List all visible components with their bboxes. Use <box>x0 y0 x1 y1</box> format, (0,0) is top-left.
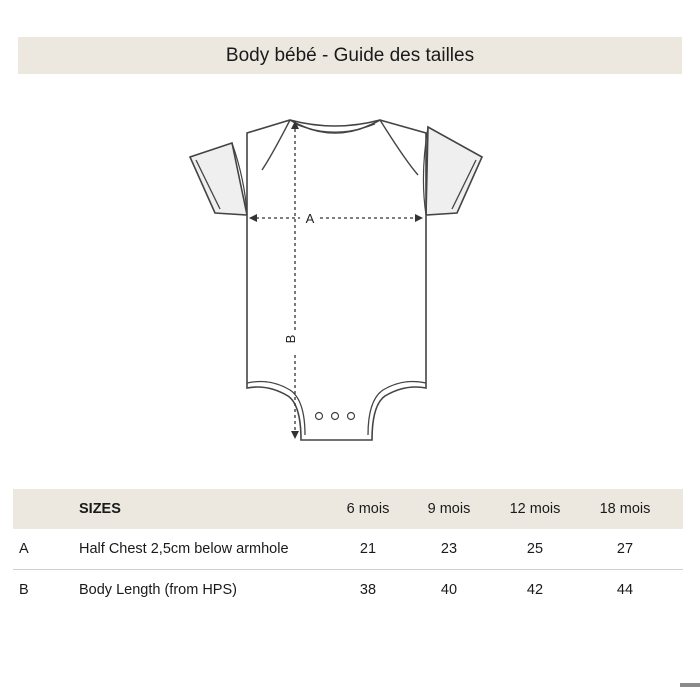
header-size: 18 mois <box>599 501 651 517</box>
size-table <box>13 489 683 610</box>
snap-buttons-icon <box>316 413 355 420</box>
page-title-bar <box>18 37 682 74</box>
table-row <box>13 570 683 610</box>
bodysuit-diagram <box>0 100 700 460</box>
row-value: 27 <box>616 541 634 557</box>
row-value: 38 <box>359 582 377 598</box>
bodysuit-body <box>247 120 426 440</box>
header-size: 6 mois <box>346 501 390 517</box>
left-sleeve <box>190 143 247 215</box>
row-value: 21 <box>359 541 377 557</box>
right-sleeve <box>426 127 482 215</box>
row-value: 23 <box>440 541 458 557</box>
measure-a-label: A <box>305 211 315 226</box>
corner-marker <box>680 683 700 687</box>
row-value: 40 <box>440 582 458 598</box>
row-value: 44 <box>616 582 634 598</box>
row-value: 25 <box>526 541 544 557</box>
measure-b-label: B <box>283 334 298 344</box>
row-code: B <box>19 582 29 598</box>
row-value: 42 <box>526 582 544 598</box>
size-table-header <box>13 489 683 529</box>
row-label: Body Length (from HPS) <box>79 582 237 598</box>
header-sizes-label: SIZES <box>79 501 121 517</box>
header-size: 12 mois <box>509 501 561 517</box>
row-label: Half Chest 2,5cm below armhole <box>79 541 289 557</box>
row-code: A <box>19 541 29 557</box>
table-row <box>13 529 683 570</box>
header-size: 9 mois <box>427 501 471 517</box>
page-title: Body bébé - Guide des tailles <box>225 44 475 66</box>
